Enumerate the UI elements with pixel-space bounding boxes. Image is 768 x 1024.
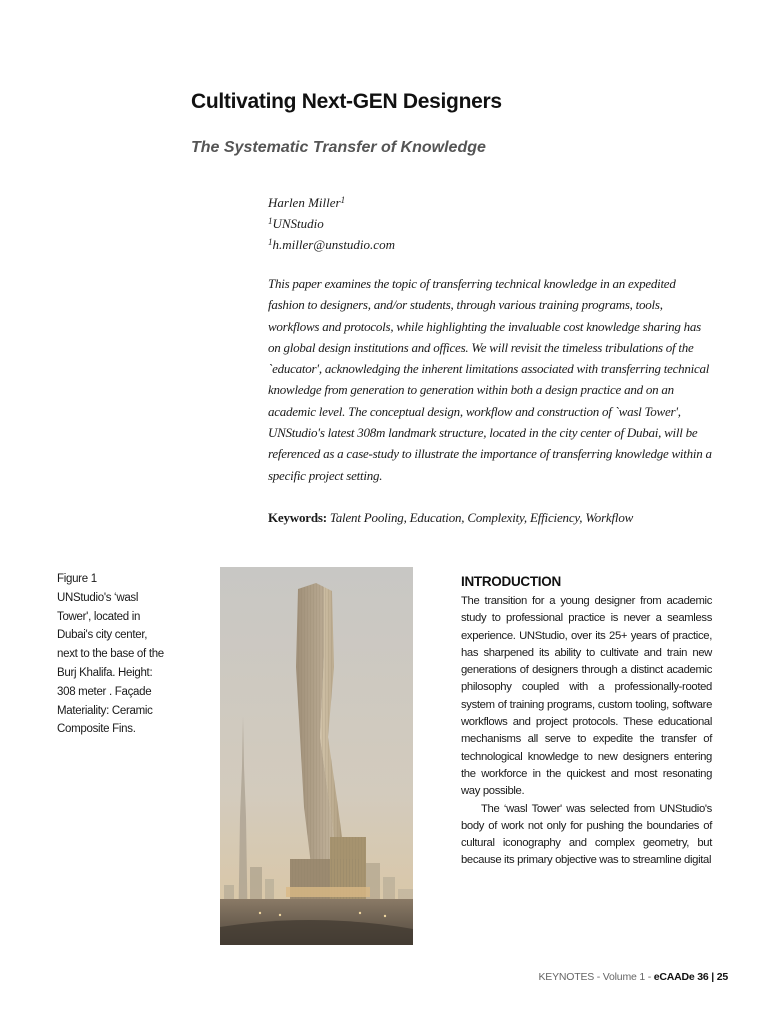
page-footer bbox=[539, 971, 729, 983]
tower-photo bbox=[220, 567, 413, 945]
introduction-body bbox=[461, 593, 712, 870]
introduction-paragraph-1: The transition for a young designer from academic study to professional practice is never a seamless experience. UNStudio, over its 25+ years of practice, has sharpened its ability to cultivate and train new generations of designers through a distinct academic philosophy coupled with a professionally-rooted system of training programs, custom tooling, software workflows and project protocols. These educational mechanisms all serve to expedite the transfer of technological knowledge to new designers entering the workforce in the quickest and most resonating way possible. bbox=[461, 595, 712, 798]
email-superscript: 1 bbox=[268, 237, 273, 247]
figure-label: Figure 1 bbox=[57, 573, 97, 585]
figure-caption bbox=[57, 570, 167, 739]
introduction-paragraph-2: The ‘wasl Tower' was selected from UNStudio's body of work not only for pushing the boundaries of cultural iconography and complex geometry, but because its primary objective was to streamline digital bbox=[461, 802, 712, 867]
footer-conference: eCAADe 36 | 25 bbox=[653, 971, 728, 983]
paper-title: Cultivating Next-GEN Designers bbox=[191, 90, 502, 113]
footer-prefix: KEYNOTES - Volume 1 - bbox=[538, 971, 654, 983]
author-block bbox=[268, 192, 395, 255]
keywords-label: Keywords: bbox=[268, 510, 327, 525]
author-name: Harlen Miller bbox=[268, 195, 341, 210]
affiliation-superscript: 1 bbox=[268, 216, 273, 226]
keywords-list: Talent Pooling, Education, Complexity, Efficiency, Workflow bbox=[329, 510, 634, 525]
figure-caption-text: UNStudio's ‘wasl Tower', located in Dubai's city center, next to the base of the Burj Khalifa. Height: 308 meter . Façade Materiality: Ceramic Composite Fins. bbox=[57, 591, 164, 736]
author-email: h.miller@unstudio.com bbox=[272, 237, 395, 252]
introduction-heading: INTRODUCTION bbox=[461, 574, 561, 589]
author-affiliation: UNStudio bbox=[272, 216, 324, 231]
paper-subtitle: The Systematic Transfer of Knowledge bbox=[191, 139, 486, 156]
keywords bbox=[268, 510, 633, 526]
author-superscript: 1 bbox=[340, 195, 346, 205]
abstract: This paper examines the topic of transferring technical knowledge in an expedited fashion to designers, and/or students, through various training programs, tools, workflows and protocols, while highlighting the invaluable cost knowledge sharing has on global design institutions and offices. We will revisit the timeless tribulations of the `educator', acknowledging the inherent limitations associated with transferring technical knowledge from generation to generation within both a design practice and on an academic level. The conceptual design, workflow and construction of `wasl Tower', UNStudio's latest 308m landmark structure, located in the city center of Dubai, will be referenced as a case-study to illustrate the importance of transferring knowledge within a specific project setting. bbox=[268, 276, 712, 483]
